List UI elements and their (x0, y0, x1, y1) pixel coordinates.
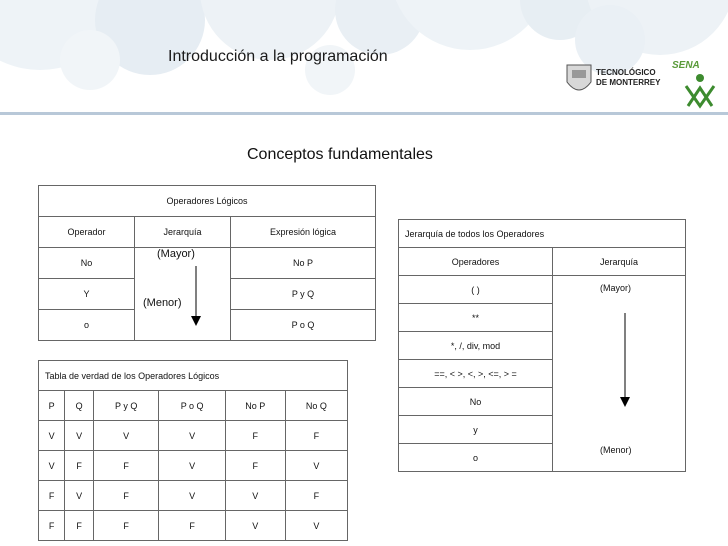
table-row (39, 248, 376, 279)
table-cell: V (225, 511, 285, 541)
table-cell: y (399, 416, 553, 444)
table-caption: Operadores Lógicos (39, 186, 376, 217)
jerarquia-operadores-table (398, 219, 686, 472)
table-cell: *, /, div, mod (399, 332, 553, 360)
header-cell: Operadores (399, 248, 553, 276)
sena-logo-text: SENA (672, 60, 700, 71)
table-cell: F (65, 511, 94, 541)
table-cell: V (285, 511, 347, 541)
header-cell: Operador (39, 217, 135, 248)
table-cell: F (39, 481, 65, 511)
table-row (39, 421, 348, 451)
table-cell: V (159, 421, 226, 451)
table-cell: P y Q (231, 279, 376, 310)
table-row (39, 511, 348, 541)
menor-label: (Menor) (600, 445, 632, 455)
table-cell: F (225, 421, 285, 451)
header-cell: P (39, 391, 65, 421)
mayor-label: (Mayor) (157, 248, 195, 260)
subtitle: Conceptos fundamentales (247, 146, 433, 163)
table-cell: No P (231, 248, 376, 279)
table-cell: V (159, 481, 226, 511)
table-cell: Y (39, 279, 135, 310)
header-cell: Expresión lógica (231, 217, 376, 248)
table-cell: ==, < >, <, >, <=, > = (399, 360, 553, 388)
table-cell: F (94, 481, 159, 511)
table-cell: V (285, 451, 347, 481)
header-cell: Jerarquía (553, 248, 686, 276)
down-arrow-icon (188, 266, 204, 328)
header-cell: P o Q (159, 391, 226, 421)
table-caption: Jerarquía de todos los Operadores (399, 220, 686, 248)
tec-logo-text: TECNOLÓGICO DE MONTERREY (596, 68, 661, 87)
mayor-label: (Mayor) (600, 283, 631, 293)
table-cell: ** (399, 304, 553, 332)
table-row (39, 481, 348, 511)
menor-label: (Menor) (143, 297, 182, 309)
table-cell: o (39, 310, 135, 341)
table-row (39, 451, 348, 481)
table-caption: Tabla de verdad de los Operadores Lógicos (39, 361, 348, 391)
table-cell: ( ) (399, 276, 553, 304)
slide-header (0, 0, 728, 112)
table-cell: P o Q (231, 310, 376, 341)
table-cell: V (159, 451, 226, 481)
header-cell: Jerarquía (135, 217, 231, 248)
tabla-verdad-table (38, 360, 348, 541)
table-cell: F (285, 481, 347, 511)
table-cell: V (65, 421, 94, 451)
table-cell: F (94, 451, 159, 481)
header-cell: No P (225, 391, 285, 421)
table-cell: V (39, 421, 65, 451)
table-cell: No (399, 388, 553, 416)
table-cell: V (94, 421, 159, 451)
table-cell: F (225, 451, 285, 481)
operadores-logicos-table (38, 185, 376, 341)
jerarquia-cell (135, 248, 231, 341)
tec-crest-icon (564, 62, 594, 98)
table-cell: F (159, 511, 226, 541)
table-cell: V (39, 451, 65, 481)
table-cell: F (285, 421, 347, 451)
table-row (399, 276, 686, 304)
table-cell: o (399, 444, 553, 472)
table-cell: V (225, 481, 285, 511)
header-cell: Q (65, 391, 94, 421)
header-cell: No Q (285, 391, 347, 421)
sena-logo-icon (678, 70, 722, 110)
table-cell: F (65, 451, 94, 481)
table-cell: V (65, 481, 94, 511)
header-cell: P y Q (94, 391, 159, 421)
down-arrow-icon (617, 313, 633, 409)
table-cell: No (39, 248, 135, 279)
table-cell: F (94, 511, 159, 541)
page-title: Introducción a la programación (168, 48, 388, 65)
table-cell: F (39, 511, 65, 541)
logo-area (560, 60, 728, 104)
